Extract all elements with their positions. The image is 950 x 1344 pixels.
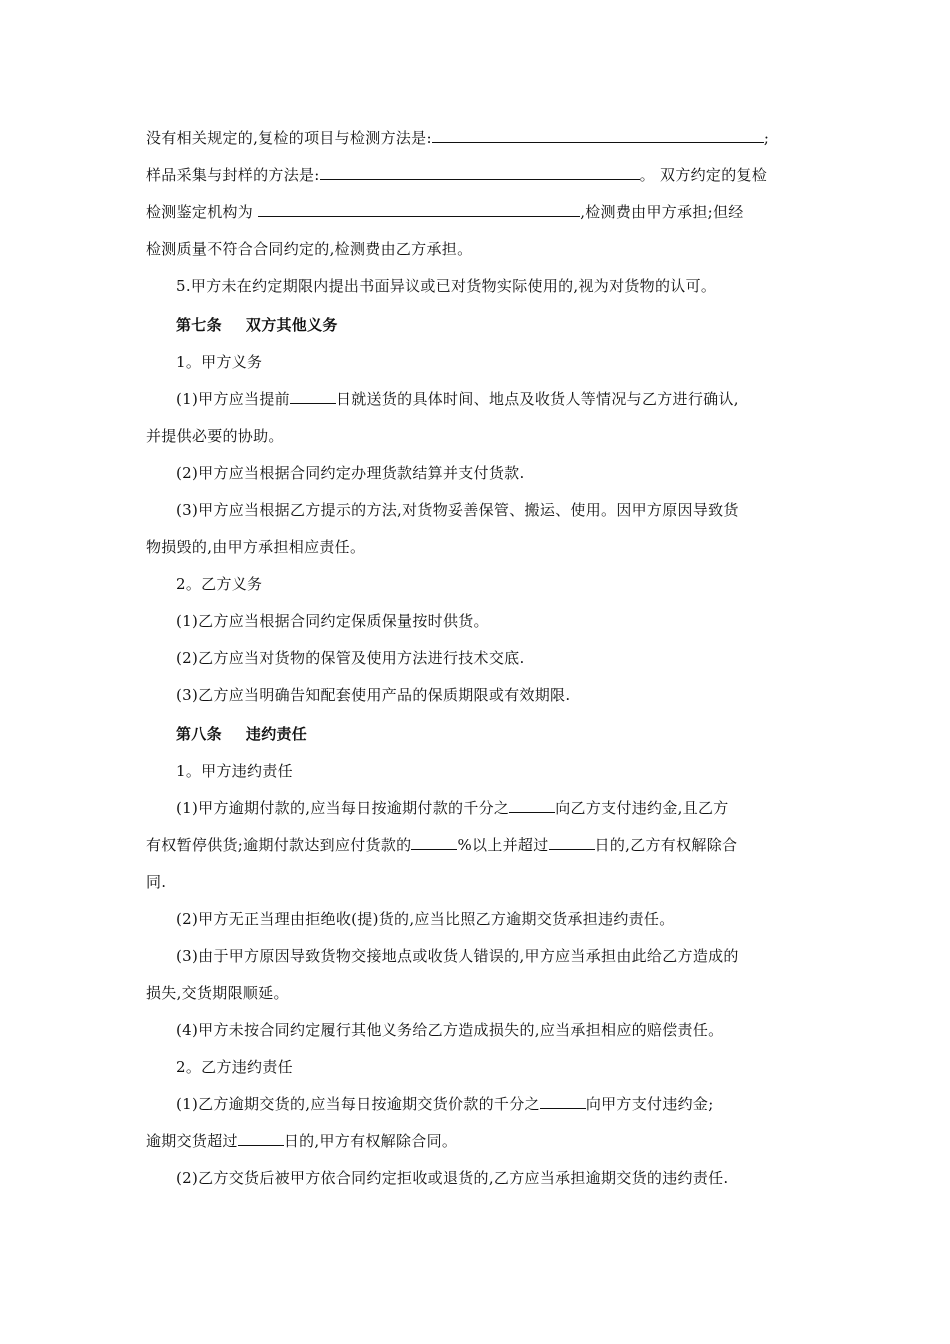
text-line: (2)乙方交货后被甲方依合同约定拒收或退货的,乙方应当承担逾期交货的违约责任. [176, 1169, 729, 1187]
text-segment: ,检测费由甲方承担;但经 [580, 203, 744, 221]
text-line: 2。乙方违约责任 [176, 1058, 293, 1076]
text-segment: 逾期交货超过 [146, 1132, 238, 1150]
text-line: (2)甲方应当根据合同约定办理货款结算并支付货款. [176, 464, 525, 482]
text-line [176, 389, 739, 409]
text-line: (2)甲方无正当理由拒绝收(提)货的,应当比照乙方逾期交货承担违约责任。 [176, 910, 675, 928]
article-heading [176, 315, 338, 335]
fill-blank [238, 1131, 284, 1146]
article-heading [176, 724, 307, 744]
text-line [146, 1131, 457, 1151]
text-line [146, 128, 769, 148]
text-line: (3)甲方应当根据乙方提示的方法,对货物妥善保管、搬运、使用。因甲方原因导致货 [176, 501, 739, 519]
text-segment: 。 双方约定的复检 [639, 166, 768, 184]
fill-blank [540, 1094, 586, 1109]
text-line: 物损毁的,由甲方承担相应责任。 [146, 538, 366, 556]
text-line: 并提供必要的协助。 [146, 427, 284, 445]
text-segment: (1)甲方应当提前 [176, 390, 290, 408]
fill-blank [258, 202, 580, 217]
text-line: 5.甲方未在约定期限内提出书面异议或已对货物实际使用的,视为对货物的认可。 [176, 277, 717, 295]
fill-blank [549, 835, 595, 850]
text-line: (3)乙方应当明确告知配套使用产品的保质期限或有效期限. [176, 686, 571, 704]
text-segment: 有权暂停供货;逾期付款达到应付货款的 [146, 836, 412, 854]
text-segment: 日的,乙方有权解除合 [594, 836, 738, 854]
article-title: 双方其他义务 [245, 316, 338, 334]
text-line [176, 798, 729, 818]
text-line: (4)甲方未按合同约定履行其他义务给乙方造成损失的,应当承担相应的赔偿责任。 [176, 1021, 724, 1039]
fill-blank [290, 389, 336, 404]
text-line: (2)乙方应当对货物的保管及使用方法进行技术交底. [176, 649, 525, 667]
text-segment: 样品采集与封样的方法是: [146, 166, 320, 184]
text-line: 1。甲方违约责任 [176, 762, 293, 780]
fill-blank [411, 835, 457, 850]
text-segment: (1)甲方逾期付款的,应当每日按逾期付款的千分之 [176, 799, 510, 817]
text-segment: %以上并超过 [457, 836, 549, 854]
text-segment: 检测鉴定机构为 [146, 203, 254, 221]
fill-blank [432, 128, 764, 143]
text-line [176, 1094, 714, 1114]
text-line: 2。乙方义务 [176, 575, 263, 593]
text-segment: 日就送货的具体时间、地点及收货人等情况与乙方进行确认, [335, 390, 739, 408]
text-line: (3)由于甲方原因导致货物交接地点或收货人错误的,甲方应当承担由此给乙方造成的 [176, 947, 739, 965]
text-line: 1。甲方义务 [176, 353, 263, 371]
text-line: 损失,交货期限顺延。 [146, 984, 289, 1002]
text-line [146, 165, 767, 185]
text-line: 检测质量不符合合同约定的,检测费由乙方承担。 [146, 240, 473, 258]
article-title: 违约责任 [245, 725, 308, 743]
fill-blank [320, 165, 640, 180]
text-line: 同. [146, 873, 167, 891]
text-segment: 向甲方支付违约金; [585, 1095, 714, 1113]
text-line [146, 202, 744, 222]
text-line [146, 835, 737, 855]
text-line: (1)乙方应当根据合同约定保质保量按时供货。 [176, 612, 489, 630]
article-number: 第八条 [176, 725, 222, 743]
text-segment: 日的,甲方有权解除合同。 [283, 1132, 458, 1150]
text-segment: 没有相关规定的,复检的项目与检测方法是: [146, 129, 432, 147]
text-segment: ; [763, 129, 770, 147]
text-segment: (1)乙方逾期交货的,应当每日按逾期交货价款的千分之 [176, 1095, 540, 1113]
fill-blank [509, 798, 555, 813]
article-number: 第七条 [176, 316, 222, 334]
text-segment: 向乙方支付违约金,且乙方 [555, 799, 729, 817]
